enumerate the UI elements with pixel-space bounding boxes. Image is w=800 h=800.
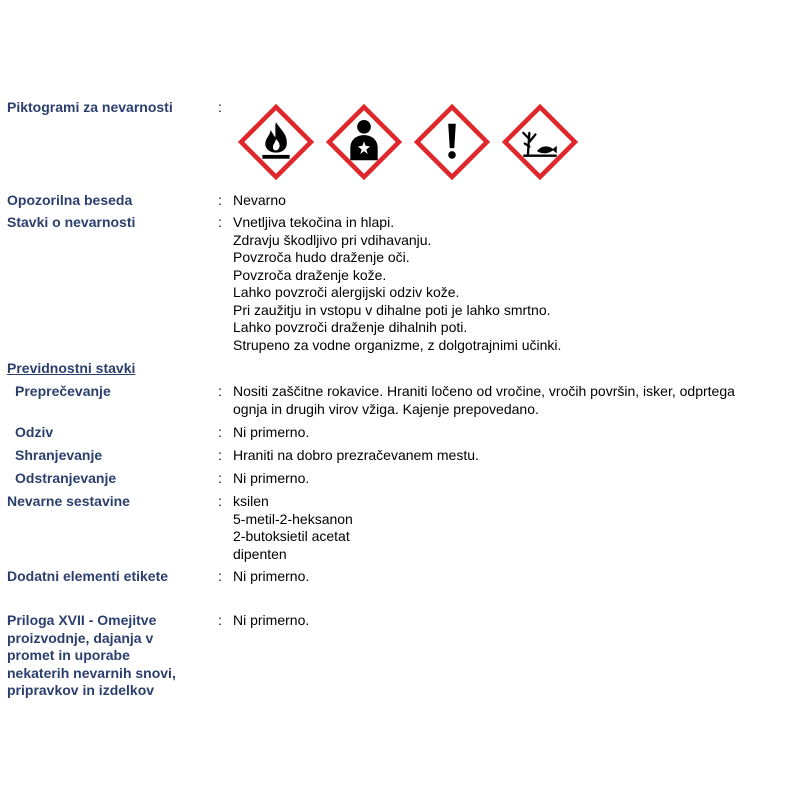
hazard-statement: Zdravju škodljivo pri vdihavanju.: [233, 231, 432, 248]
hazard-statement: Lahko povzroči draženje dihalnih poti.: [233, 319, 468, 335]
hazard-statement: Povzroča draženje kože.: [233, 266, 387, 283]
ingredient: ksilen: [233, 493, 269, 509]
hazard-statement: Povzroča hudo draženje oči.: [233, 249, 410, 265]
colon: :: [218, 383, 222, 399]
hazard-statement: Lahko povzroči alergijski odziv kože.: [233, 284, 460, 300]
pictograms-label: Piktogrami za nevarnosti: [7, 99, 173, 115]
response-label: Odziv: [15, 424, 54, 440]
additional-elements-label: Dodatni elementi etikete: [7, 568, 169, 584]
hazard-statements-label: Stavki o nevarnosti: [7, 214, 136, 230]
colon: :: [218, 192, 222, 208]
colon: :: [218, 99, 222, 115]
prevention-value: ognja in drugih virov vžiga. Kajenje prepovedano.: [233, 400, 539, 417]
flame-icon: [238, 104, 314, 180]
annex-xvii-label-line: proizvodnje, dajanja v: [7, 629, 154, 646]
ingredient: 2-butoksietil acetat: [233, 528, 350, 544]
colon: :: [218, 493, 222, 509]
prevention-label: Preprečevanje: [15, 383, 111, 399]
ingredient: 5-metil-2-heksanon: [233, 510, 353, 527]
colon: :: [218, 447, 222, 463]
colon: :: [218, 568, 222, 584]
annex-xvii-label-line: promet in uporabe: [7, 647, 130, 663]
disposal-label: Odstranjevanje: [15, 470, 117, 486]
storage-value: Hraniti na dobro prezračevanem mestu.: [233, 447, 479, 463]
colon: :: [218, 214, 222, 230]
disposal-value: Ni primerno.: [233, 470, 310, 486]
colon: :: [218, 612, 222, 628]
hazard-statement: Strupeno za vodne organizme, z dolgotrajnimi učinki.: [233, 336, 562, 353]
hazard-statement: Pri zaužitju in vstopu v dihalne poti je lahko smrtno.: [233, 301, 551, 318]
response-value: Ni primerno.: [233, 424, 310, 440]
health-hazard-icon: [326, 104, 402, 180]
annex-xvii-label-line: Priloga XVII - Omejitve: [7, 612, 157, 628]
prevention-value: Nositi zaščitne rokavice. Hraniti ločeno od vročine, vročih površin, isker, odprtega: [233, 383, 735, 399]
additional-elements-value: Ni primerno.: [233, 568, 310, 584]
annex-xvii-label-line: nekaterih nevarnih snovi,: [7, 664, 176, 681]
precautionary-statements-heading: Previdnostni stavki: [7, 360, 136, 376]
signal-word-value: Nevarno: [233, 192, 286, 208]
storage-label: Shranjevanje: [15, 447, 103, 463]
annex-xvii-value: Ni primerno.: [233, 612, 310, 628]
signal-word-label: Opozorilna beseda: [7, 192, 133, 208]
annex-xvii-label-line: pripravkov in izdelkov: [7, 682, 155, 698]
ingredient: dipenten: [233, 545, 287, 562]
hazard-statement: Vnetljiva tekočina in hlapi.: [233, 214, 395, 230]
hazardous-ingredients-label: Nevarne sestavine: [7, 493, 130, 509]
colon: :: [218, 424, 222, 440]
exclamation-mark-icon: [414, 104, 490, 180]
environment-icon: [502, 104, 578, 180]
colon: :: [218, 470, 222, 486]
